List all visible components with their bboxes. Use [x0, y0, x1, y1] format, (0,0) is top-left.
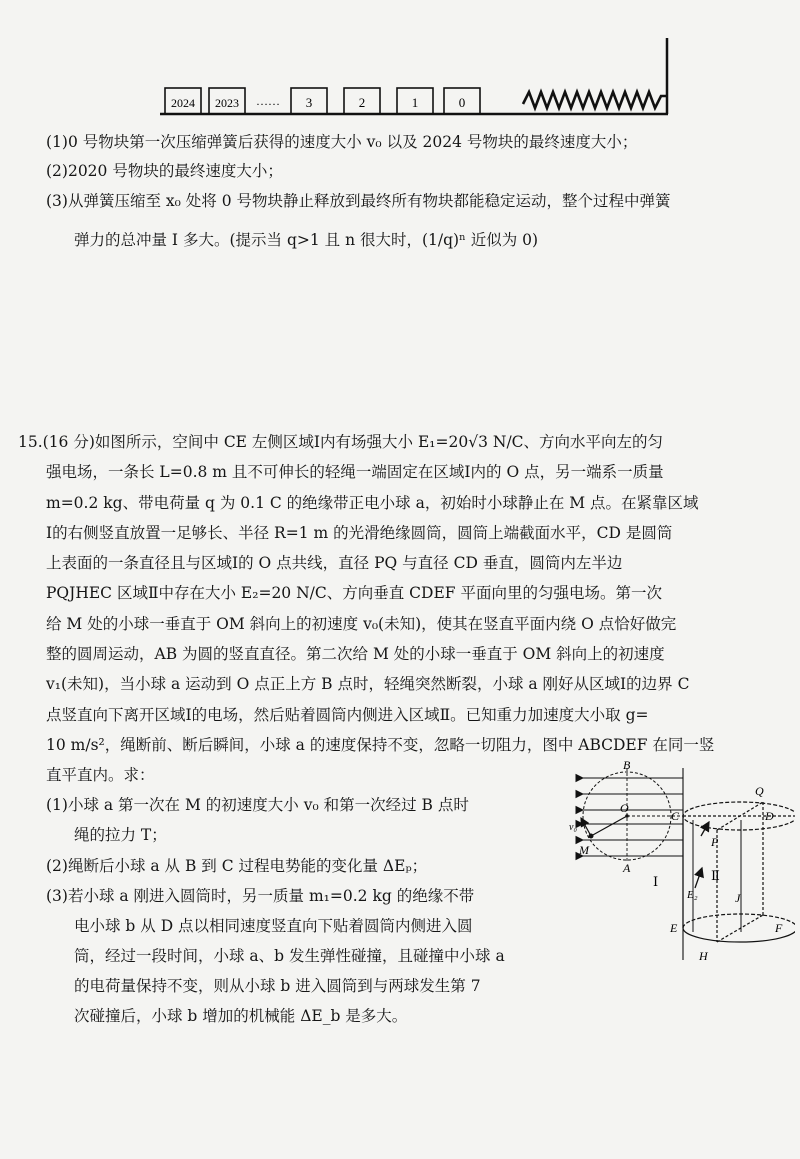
label-region-2: Ⅱ [711, 868, 720, 883]
q15-part-3-l5: 次碰撞后，小球 b 增加的机械能 ΔE_b 是多大。 [74, 1007, 408, 1025]
q15-line-11: 10 m/s²，绳断前、断后瞬间，小球 a 的速度保持不变，忽略一切阻力，图中 ABCDEF 在同一竖 [46, 736, 715, 754]
q15-part-3-l2: 电小球 b 从 D 点以相同速度竖直向下贴着圆筒内侧进入圆 [74, 917, 473, 935]
e2-arrow [695, 868, 702, 888]
label-q: Q [755, 784, 764, 798]
label-region-1: Ⅰ [653, 874, 659, 889]
label-d: D [765, 809, 774, 823]
q15-part-3: (3)若小球 a 刚进入圆筒时，另一质量 m₁=0.2 kg 的绝缘不带 [46, 887, 475, 905]
q15-line-5: 上表面的一条直径且与区域Ⅰ的 O 点共线，直径 PQ 与直径 CD 垂直，圆筒内左半边 [46, 554, 623, 572]
label-b: B [623, 760, 631, 772]
q14-part-1: (1)0 号物块第一次压缩弹簧后获得的速度大小 v₀ 以及 2024 号物块的最终速度大小； [46, 133, 638, 151]
label-j: J [735, 891, 741, 905]
block-0 [444, 88, 480, 114]
label-v0: v₀ [569, 822, 577, 833]
block-label: 2024 [171, 96, 195, 110]
q15-part-3-l3: 筒，经过一段时间，小球 a、b 发生弹性碰撞，且碰撞中小球 a [74, 947, 505, 965]
q15-line-1: 15.(16 分)如图所示，空间中 CE 左侧区域Ⅰ内有场强大小 E₁=20√3 N/C、方向水平向左的匀 [18, 433, 664, 451]
e2-arrow-top [701, 822, 709, 836]
ellipsis: …… [256, 94, 280, 108]
q15-line-10: 点竖直向下离开区域Ⅰ的电场，然后贴着圆筒内侧进入区域Ⅱ。已知重力加速度大小取 g= [46, 706, 649, 724]
block-2 [344, 88, 380, 114]
label-p: P [711, 835, 719, 849]
q15-part-1: (1)小球 a 第一次在 M 的初速度大小 v₀ 和第一次经过 B 点时 [46, 796, 469, 814]
q15-line-8: 整的圆周运动，AB 为圆的竖直直径。第二次给 M 处的小球一垂直于 OM 斜向上的初速度 [46, 645, 665, 663]
q14-part-3: (3)从弹簧压缩至 x₀ 处将 0 号物块静止释放到最终所有物块都能稳定运动，整个过程中弹簧 [46, 192, 671, 210]
block-2024 [165, 88, 201, 114]
field-lines-e1 [583, 778, 683, 856]
q15-line-3: m=0.2 kg、带电荷量 q 为 0.1 C 的绝缘带正电小球 a，初始时小球静止在 M 点。在紧靠区域 [46, 494, 699, 512]
q15-diagram [565, 760, 795, 975]
q15-line-6: PQJHEC 区域Ⅱ中存在大小 E₂=20 N/C、方向垂直 CDEF 平面向里的匀强电场。第一次 [46, 584, 662, 602]
block-3 [291, 88, 327, 114]
q15-line-2: 强电场，一条长 L=0.8 m 且不可伸长的轻绳一端固定在区域Ⅰ内的 O 点，另一端系一质量 [46, 463, 664, 481]
q15-part-2: (2)绳断后小球 a 从 B 到 C 过程电势能的变化量 ΔEₚ； [46, 857, 428, 875]
spring [523, 92, 667, 108]
label-e: E [670, 921, 678, 935]
block-label: 0 [458, 95, 466, 110]
q14-part-3-cont: 弹力的总冲量 I 多大。(提示当 q>1 且 n 很大时，(1/q)ⁿ 近似为 0) [74, 231, 539, 249]
ball-a [589, 834, 594, 839]
block-2023 [209, 88, 245, 114]
block-1 [397, 88, 433, 114]
label-e2: E₂ [687, 889, 698, 901]
label-f: F [775, 921, 783, 935]
q15-part-3-l4: 的电荷量保持不变，则从小球 b 进入圆筒到与两球发生第 7 [74, 977, 481, 995]
q15-line-12: 直平直内。求： [46, 766, 155, 784]
block-label: 2 [358, 95, 366, 110]
label-m: M [579, 843, 589, 857]
label-o: O [620, 801, 629, 815]
blocks-spring-figure [150, 30, 680, 120]
q15-line-9: v₁(未知)，当小球 a 运动到 O 点正上方 B 点时，轻绳突然断裂，小球 a 刚好从区域Ⅰ的边界 C [46, 675, 690, 693]
q14-part-2: (2)2020 号物块的最终速度大小； [46, 162, 283, 180]
q15-line-4: Ⅰ的右侧竖直放置一足够长、半径 R=1 m 的光滑绝缘圆筒，圆筒上端截面水平，CD 是圆筒 [46, 524, 673, 542]
rope-om [591, 816, 627, 836]
block-label: 3 [305, 95, 313, 110]
label-c: C [671, 809, 680, 823]
block-label: 1 [411, 95, 419, 110]
v0-arrow [581, 818, 591, 836]
label-a: A [623, 861, 631, 875]
label-h: H [699, 949, 708, 963]
q15-part-1-cont: 绳的拉力 T； [74, 826, 167, 844]
block-label: 2023 [215, 96, 239, 110]
q15-line-7: 给 M 处的小球一垂直于 OM 斜向上的初速度 v₀(未知)，使其在竖直平面内绕 O 点恰好做完 [46, 615, 677, 633]
